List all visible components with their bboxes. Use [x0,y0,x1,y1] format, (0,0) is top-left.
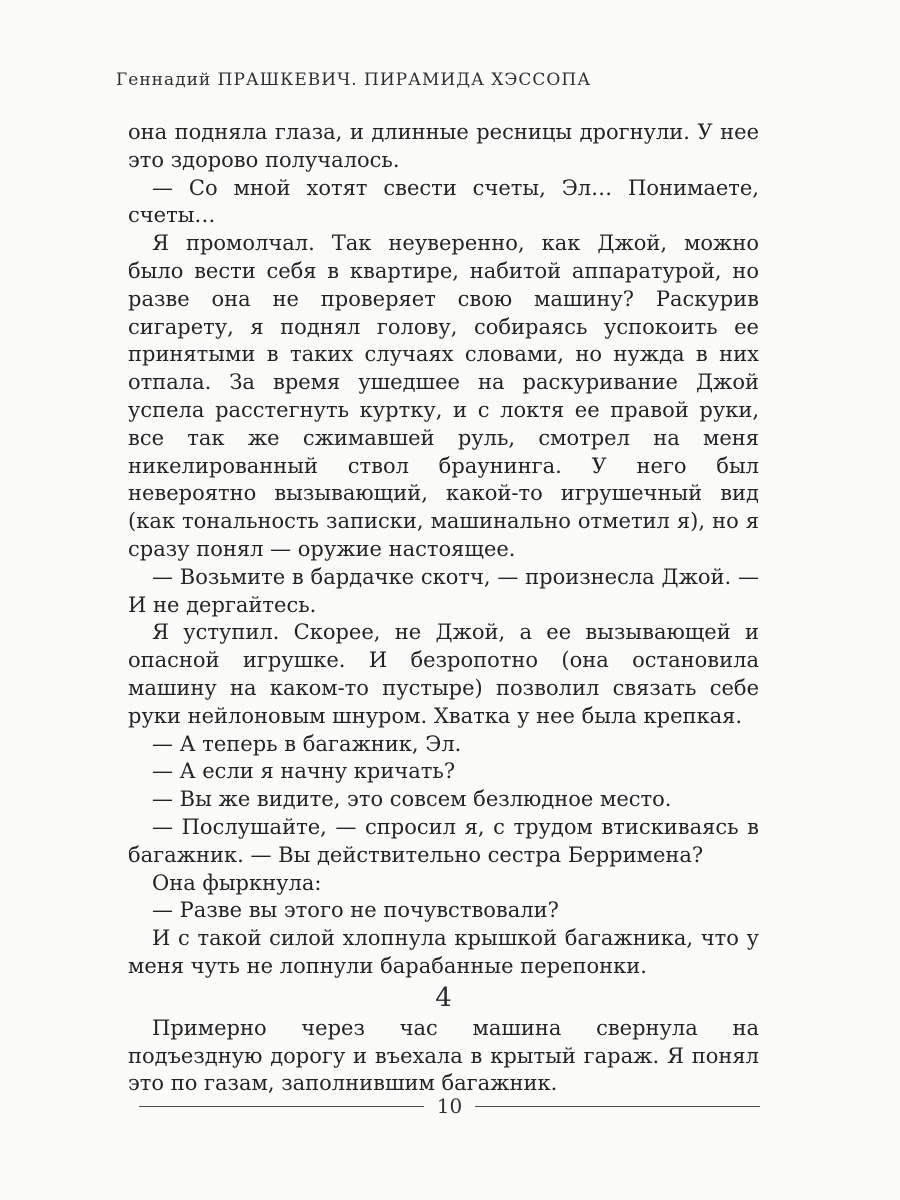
paragraph: Она фыркнула: [152,870,322,895]
body-paragraphs [128,119,759,981]
paragraph: — Вы же видите, это совсем безлюдное место. [152,787,672,812]
paragraph: — А если я начну кричать? [152,759,456,784]
section-number: 4 [435,982,452,1013]
footer-rule-right [475,1106,760,1107]
paragraph: — Послушайте, — спросил я, с трудом втискиваясь в багажник. — Вы действительно сестра Берримена? [128,814,759,867]
paragraph: Я уступил. Скорее, не Джой, а ее вызывающей и опасной игрушке. И безропотно (она остановила машину на каком-то пустыре) позволил связать себе руки нейлоновым шнуром. Хватка у нее была крепкая. [128,620,759,728]
paragraph: — Возьмите в бардачке скотч, — произнесла Джой. — И не дергайтесь. [128,564,759,617]
section-paragraphs [128,1015,759,1098]
paragraph: Я промолчал. Так неуверенно, как Джой, можно было вести себя в квартире, набитой аппаратурой, но разве она не проверяет свою машину? Раскурив сигарету, я поднял голову, собираясь успокоить ее принятыми в таких случаях словами, но нужда в них отпала. За время ушедшее на раскуривание Джой успела расстегнуть куртку, и с локтя ее правой руки, все так же сжимавшей руль, смотрел на меня никелированный ствол браунинга. У него был невероятно вызывающий, какой-то игрушечный вид (как тональность записки, машинально отметил я), но я сразу понял — оружие настоящее. [128,231,759,561]
paragraph: — Со мной хотят свести счеты, Эл… Понимаете, счеты… [128,175,759,228]
paragraph: — Разве вы этого не почувствовали? [152,898,559,923]
text-block [128,119,759,1098]
page-number: 10 [436,1094,463,1118]
paragraph: Примерно через час машина свернула на подъездную дорогу и въехала в крытый гараж. Я понял это по газам, заполнившим багажник. [128,1015,759,1096]
footer-rule-left [139,1106,424,1107]
page-footer [139,1094,760,1118]
running-header: Геннадий ПРАШКЕВИЧ. ПИРАМИДА ХЭССОПА [116,70,592,90]
paragraph: — А теперь в багажник, Эл. [152,731,462,756]
paragraph: она подняла глаза, и длинные ресницы дрогнули. У нее это здорово получалось. [128,120,759,172]
paragraph: И с такой силой хлопнула крышкой багажника, что у меня чуть не лопнули барабанные перепонки. [128,926,759,978]
